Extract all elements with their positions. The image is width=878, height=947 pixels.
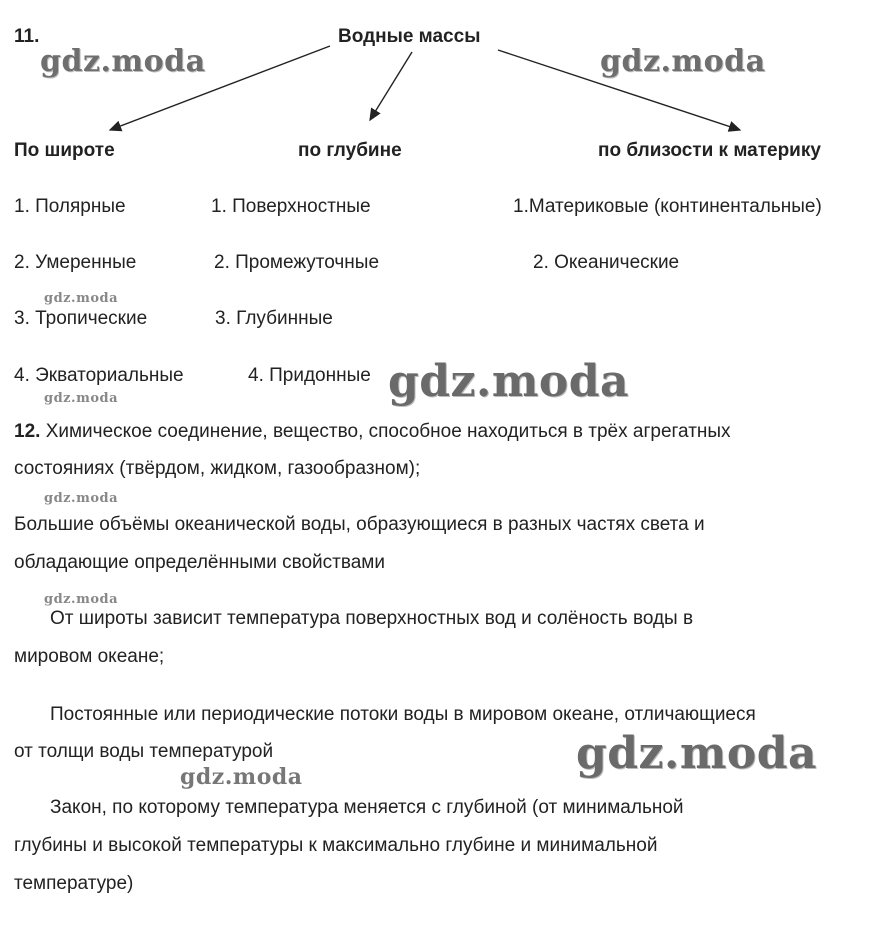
watermark: gdz.moda (576, 728, 818, 779)
heading-latitude: По широте (14, 140, 115, 161)
watermark: gdz.moda (44, 491, 119, 506)
watermark: gdz.moda (44, 291, 119, 306)
answer-5-line-2: глубины и высокой температуры к максимально глубине и минимальной (14, 835, 658, 856)
watermark: gdz.moda (44, 391, 119, 406)
watermark: gdz.moda (180, 764, 303, 790)
task-12-text-1: Химическое соединение, вещество, способное находиться в трёх агрегатных (45, 421, 731, 442)
task-12-line-2: состояниях (твёрдом, жидком, газообразном); (14, 458, 421, 479)
watermark: gdz.moda (44, 592, 119, 607)
answer-4-line-2: от толщи воды температурой (14, 741, 274, 762)
heading-continent: по близости к материку (598, 140, 821, 161)
latitude-item-1: 1. Полярные (14, 196, 126, 217)
watermark: gdz.moda (600, 44, 766, 79)
continent-item-1: 1.Материковые (континентальные) (513, 196, 822, 217)
latitude-item-2: 2. Умеренные (14, 252, 137, 273)
answer-2-line-1: Большие объёмы океанической воды, образующиеся в разных частях света и (14, 514, 705, 535)
depth-item-2: 2. Промежуточные (214, 252, 380, 273)
answer-5-line-3: температуре) (14, 873, 134, 894)
answer-4-line-1: Постоянные или периодические потоки воды в мировом океане, отличающиеся (50, 704, 756, 725)
depth-item-4: 4. Придонные (248, 365, 371, 386)
task-12-number: 12. (14, 421, 41, 442)
answer-2-line-2: обладающие определёнными свойствами (14, 552, 385, 573)
task-11-number: 11. (14, 26, 40, 47)
heading-depth: по глубине (298, 140, 402, 161)
answer-3-line-2: мировом океане; (14, 646, 165, 667)
depth-item-1: 1. Поверхностные (211, 196, 371, 217)
latitude-item-4: 4. Экваториальные (14, 365, 184, 386)
root-node-water-masses: Водные массы (338, 26, 481, 47)
latitude-item-3: 3. Тропические (14, 308, 148, 329)
answer-5-line-1: Закон, по которому температура меняется с глубиной (от минимальной (50, 797, 684, 818)
watermark: gdz.moda (388, 356, 630, 407)
watermark: gdz.moda (40, 44, 206, 79)
continent-item-2: 2. Океанические (533, 252, 680, 273)
answer-3-line-1: От широты зависит температура поверхностных вод и солёность воды в (50, 608, 694, 629)
depth-item-3: 3. Глубинные (215, 308, 333, 329)
task-12-line-1 (14, 421, 731, 443)
arrow-to-depth (370, 52, 412, 120)
